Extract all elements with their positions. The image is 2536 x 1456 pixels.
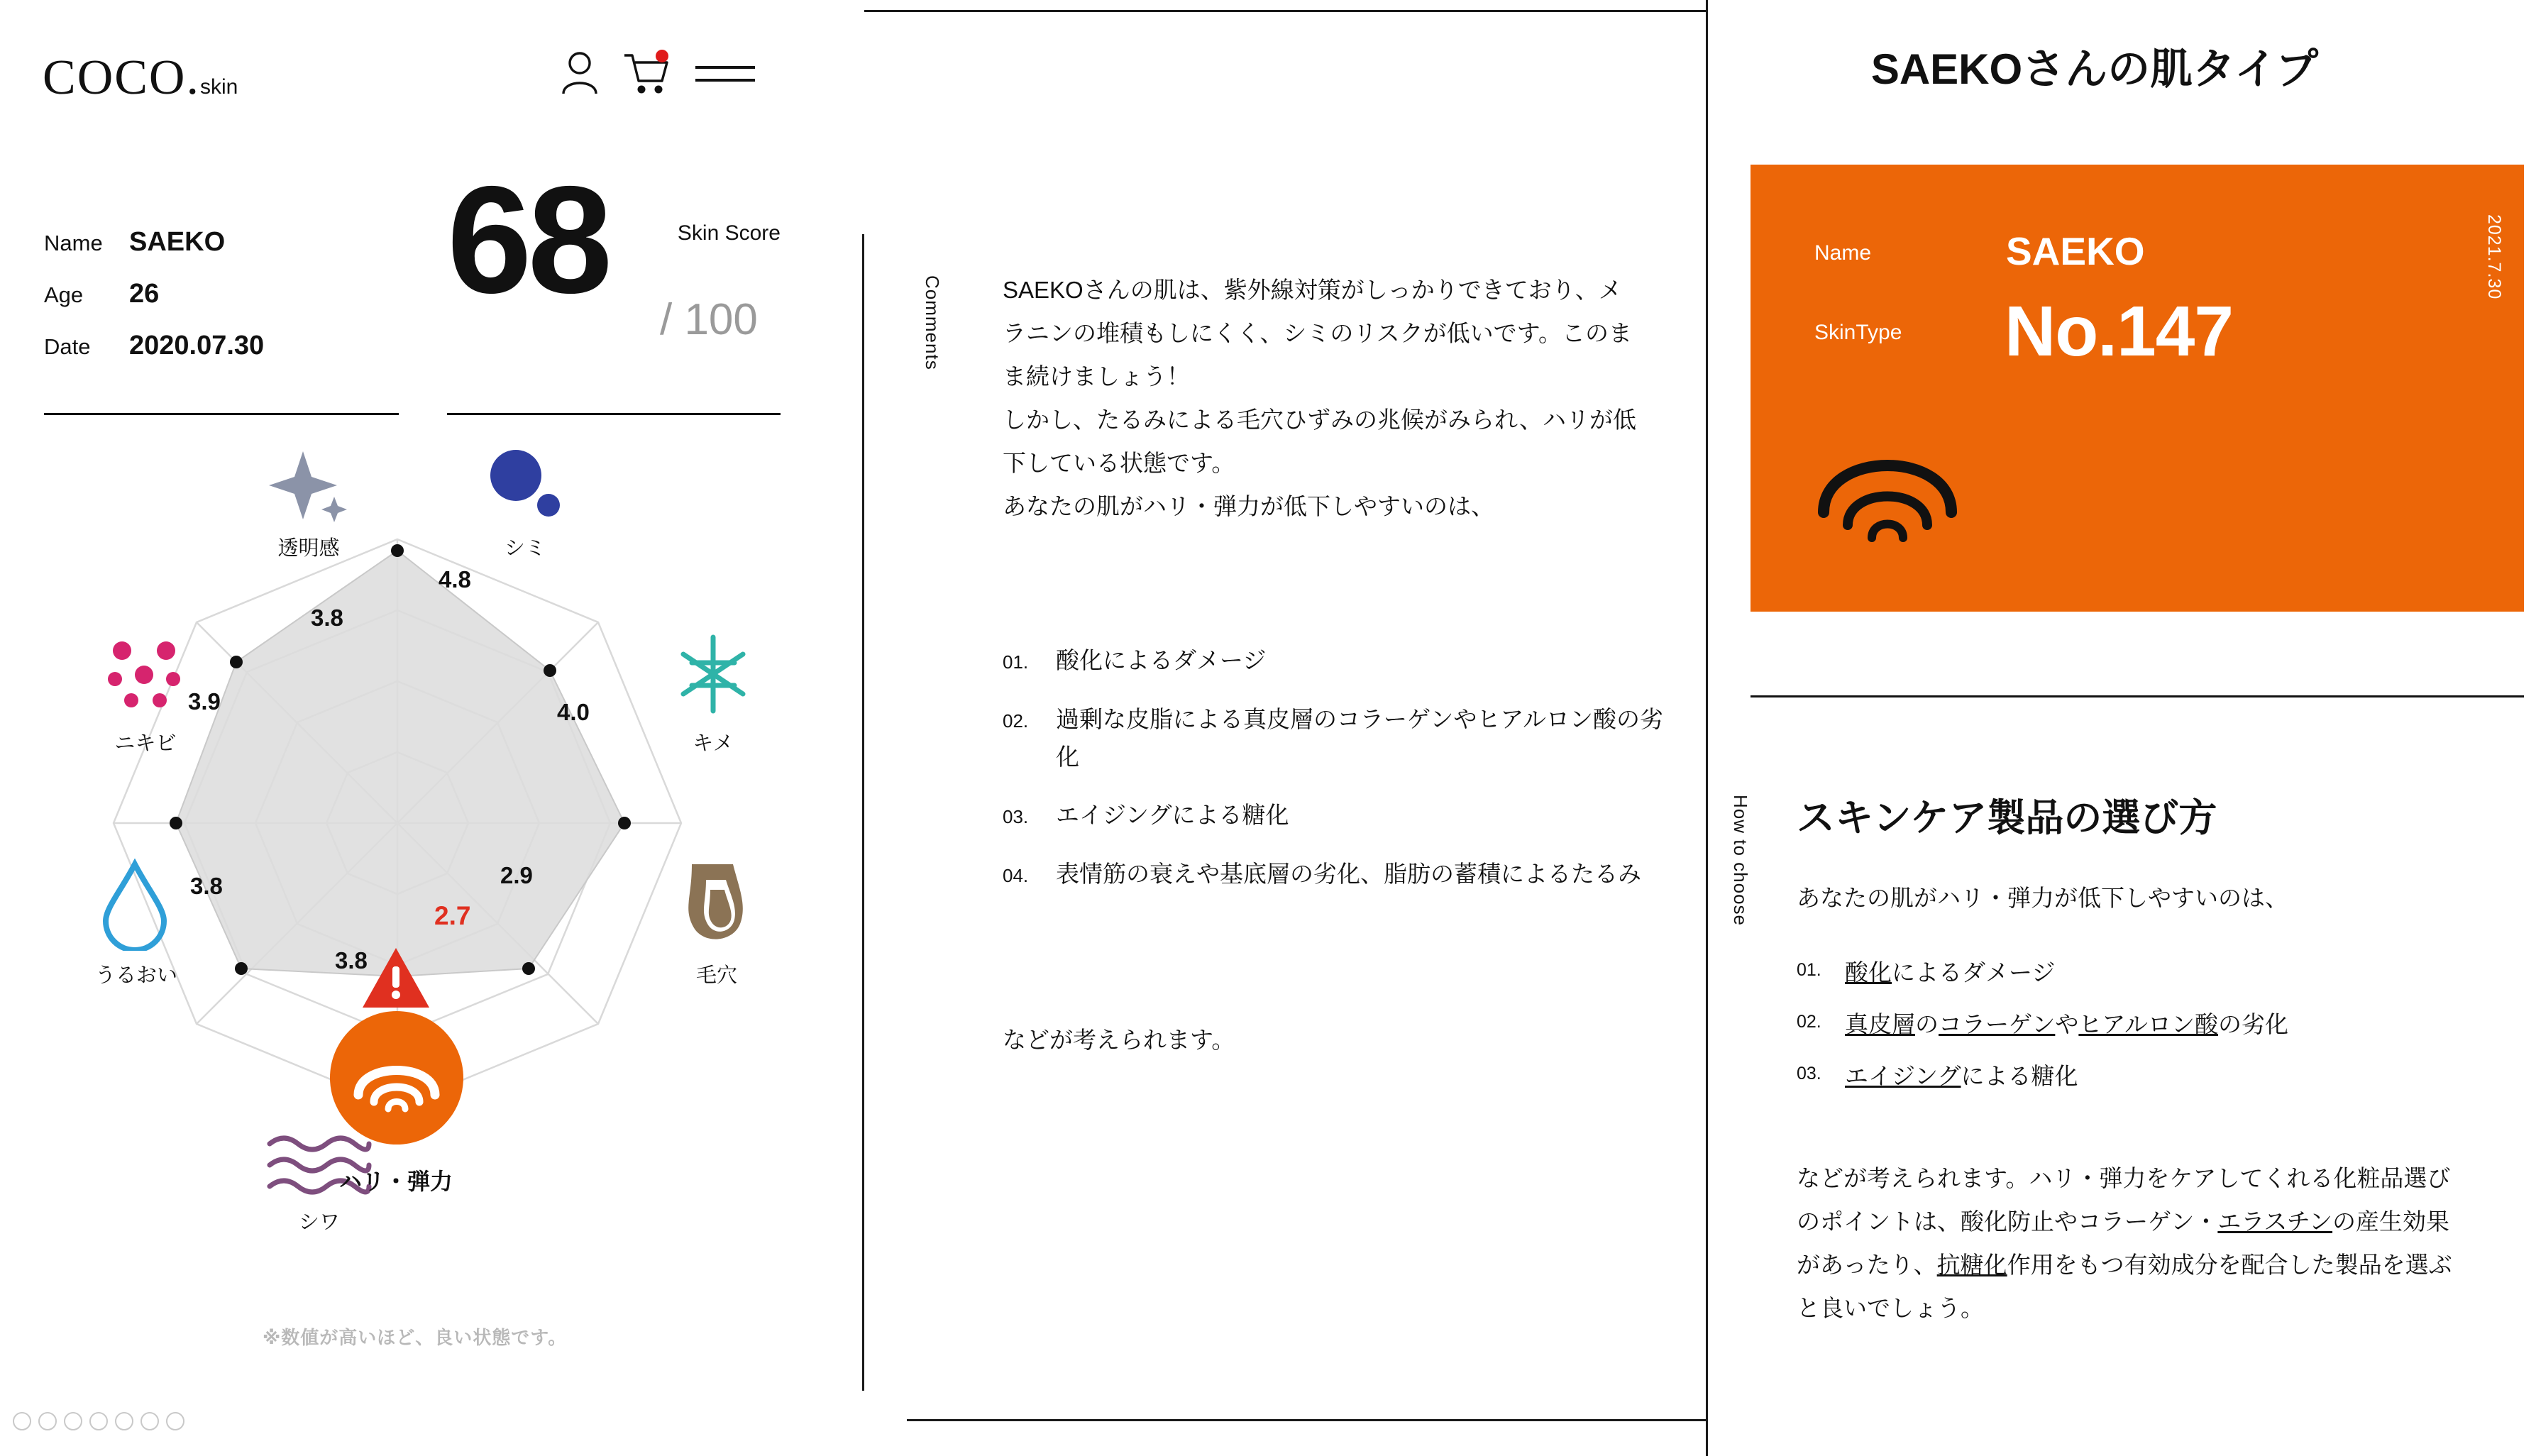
profile-rule [44, 413, 399, 415]
profile-value-name: SAEKO [129, 227, 226, 257]
card-type-value: No.147 [2005, 292, 2233, 371]
axis-label-acne: ニキビ [114, 732, 177, 755]
profile-value-date: 2020.07.30 [129, 331, 265, 360]
card-date: 2021.7.30 [2484, 214, 2504, 300]
user-icon[interactable] [561, 51, 599, 95]
skin-score-denominator: / 100 [660, 295, 758, 344]
skin-score-value: 68 [447, 154, 609, 325]
value-label-wrinkles: 3.8 [335, 947, 368, 974]
section-heading: スキンケア製品の選び方 [1797, 797, 2217, 839]
note-icon[interactable] [140, 1412, 159, 1430]
comments-list [1003, 642, 1666, 915]
transparency-icon [266, 447, 351, 529]
cart-badge-dot [656, 50, 668, 62]
list-item-text: 表情筋の衰えや基底層の劣化、脂肪の蓄積によるたるみ [1056, 861, 1641, 888]
axis-label-spots: シミ [504, 537, 546, 560]
howto-paragraph: などが考えられます。ハリ・弾力をケアしてくれる化粧品選びのポイントは、酸化防止やコラーゲン・エラスチンの産生効果があったり、抗糖化作用をもつ有効成分を配合した製品を選ぶと良いでしょう。 [1797, 1165, 2452, 1322]
axis-label-pores: 毛穴 [695, 964, 737, 987]
card-name-value: SAEKO [2006, 229, 2145, 273]
profile-info [44, 227, 399, 382]
zoom-icon[interactable] [115, 1412, 133, 1430]
axis-label-moisture: うるおい [94, 964, 177, 987]
brand-logo-text: COCO. [43, 50, 200, 105]
link-oxidation[interactable]: 酸化 [1845, 959, 1892, 986]
list-item [1797, 1006, 2457, 1039]
left-panel [0, 0, 862, 1456]
value-label-acne: 3.9 [188, 688, 221, 715]
comments-side-caption: Comments [922, 275, 943, 370]
link-anti-glycation[interactable]: 抗糖化 [1936, 1252, 2007, 1279]
list-item-number: 01. [1797, 960, 1821, 980]
howto-list [1797, 954, 2457, 1110]
list-item-number: 03. [1797, 1064, 1821, 1083]
profile-value-age: 26 [129, 279, 160, 309]
link-icon[interactable] [89, 1412, 108, 1430]
link-elastin[interactable]: エラスチン [2217, 1208, 2333, 1235]
comments-panel [864, 0, 1706, 1456]
spots-icon [486, 447, 564, 529]
card-name-label: Name [1814, 241, 1872, 265]
skin-score-label: Skin Score [677, 221, 781, 245]
profile-label-age: Age [44, 282, 84, 307]
info-icon[interactable] [13, 1412, 31, 1430]
list-item [1003, 797, 1666, 834]
menu-icon[interactable] [694, 59, 756, 87]
link-aging[interactable]: エイジング [1845, 1063, 1961, 1089]
card-type-label: SkinType [1814, 321, 1902, 344]
brand-logo-suffix: skin [199, 75, 238, 99]
elasticity-badge [330, 1011, 463, 1145]
pen-icon[interactable] [64, 1412, 82, 1430]
skin-score-rule [447, 413, 781, 415]
section-rule [1751, 695, 2524, 697]
profile-row [44, 279, 399, 309]
axis-label-elasticity: ハリ・弾力 [338, 1169, 453, 1194]
elasticity-icon [1811, 413, 1963, 551]
right-panel [1708, 0, 2536, 1456]
list-item-text: エイジングによる糖化 [1056, 802, 1289, 829]
acne-icon [99, 635, 192, 717]
comments-body: SAEKOさんの肌は、紫外線対策がしっかりできており、メラニンの堆積もしにくく、シミのリスクが低いです。このまま続けましょう！ しかし、たるみによる毛穴ひずみの兆候がみられ、ハリが低下している状態です。 あなたの肌がハリ・弾力が低下しやすいのは、 [1003, 277, 1636, 520]
clock-icon[interactable] [38, 1412, 57, 1430]
value-label-pores: 2.9 [500, 862, 533, 888]
list-item-number: 02. [1797, 1012, 1821, 1032]
comments-closing: などが考えられます。 [1003, 1027, 1235, 1053]
brand-logo[interactable] [43, 50, 238, 106]
footer-tool-icons [13, 1412, 184, 1430]
list-item [1003, 856, 1666, 893]
list-item-text: 酸化によるダメージ [1056, 647, 1267, 673]
howto-side-caption: How to choose [1730, 795, 1751, 926]
page-title: SAEKOさんの肌タイプ [1870, 45, 2319, 93]
list-item-number: 03. [1003, 806, 1029, 828]
header-icons [561, 51, 756, 95]
section-intro: あなたの肌がハリ・弾力が低下しやすいのは、 [1797, 885, 2288, 911]
minus-icon[interactable] [166, 1412, 184, 1430]
warning-icon [360, 945, 431, 1014]
value-label-elasticity: 2.7 [434, 901, 471, 930]
axis-label-wrinkles: シワ [298, 1211, 340, 1234]
texture-icon [671, 632, 756, 720]
profile-row [44, 227, 399, 258]
chart-note: ※数値が高いほど、良い状態です。 [263, 1327, 568, 1348]
list-item-number: 04. [1003, 865, 1029, 887]
list-item-number: 01. [1003, 651, 1029, 673]
link-hyaluronic-acid[interactable]: ヒアルロン酸 [2078, 1011, 2219, 1037]
card-description: 弾力がなくたるみがちですが、 シミのリスクは低い肌です。 [2070, 617, 2398, 680]
profile-row [44, 331, 399, 361]
axis-label-texture: キメ [693, 732, 734, 755]
axis-label-transparency: 透明感 [277, 537, 340, 560]
list-item-text: 過剰な皮脂による真皮層のコラーゲンやヒアルロン酸の劣化 [1056, 705, 1664, 770]
value-label-texture: 4.0 [557, 699, 590, 725]
value-label-moisture: 3.8 [190, 873, 223, 899]
list-item-text: 酸化によるダメージ [1845, 959, 2056, 986]
pores-icon [678, 859, 756, 951]
list-item [1797, 954, 2457, 988]
list-item [1003, 642, 1666, 680]
link-dermis[interactable]: 真皮層 [1845, 1011, 1915, 1037]
list-item-text: 真皮層のコラーゲンやヒアルロン酸の劣化 [1845, 1011, 2289, 1037]
value-label-transparency: 3.8 [311, 605, 343, 631]
skin-type-card [1751, 165, 2524, 680]
link-collagen[interactable]: コラーゲン [1939, 1011, 2056, 1037]
moisture-icon [96, 859, 174, 954]
list-item-text: エイジングによる糖化 [1845, 1063, 2078, 1089]
profile-label-date: Date [44, 334, 91, 359]
profile-label-name: Name [44, 231, 103, 255]
list-item [1003, 701, 1666, 776]
list-item [1797, 1058, 2457, 1091]
value-label-spots: 4.8 [439, 566, 471, 592]
list-item-number: 02. [1003, 710, 1029, 732]
cart-icon[interactable] [623, 51, 670, 95]
radar-chart [28, 454, 830, 1348]
